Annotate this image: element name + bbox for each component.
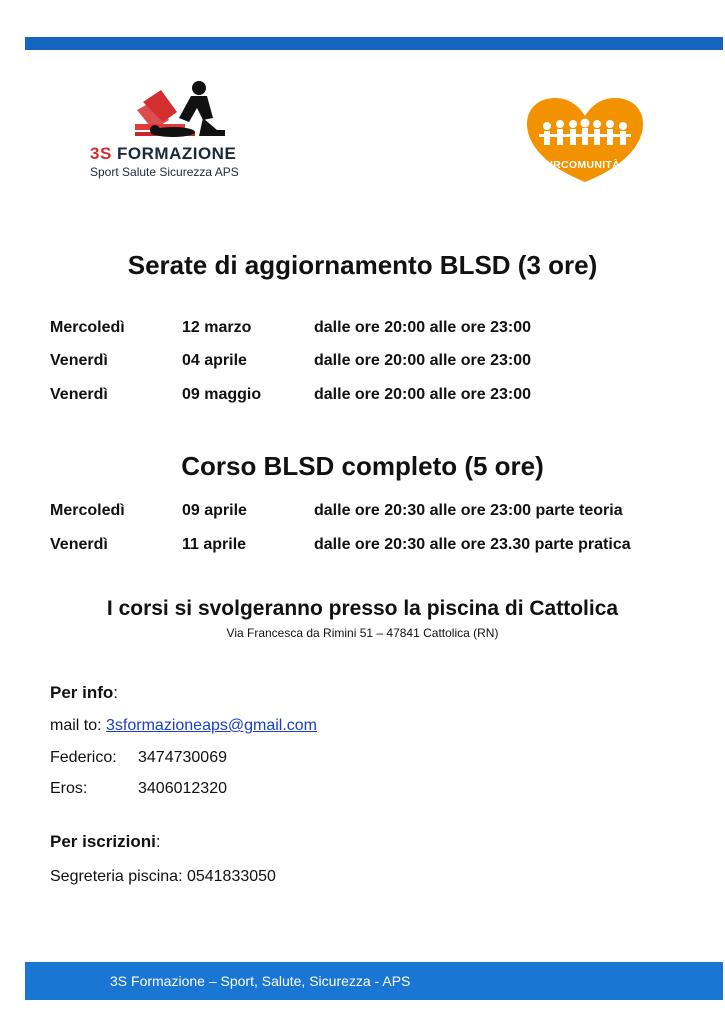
footer-bar (25, 962, 723, 1000)
row-day: Mercoledì (50, 319, 125, 336)
row-date: 12 marzo (182, 319, 252, 336)
registration-line: Segreteria piscina: 0541833050 (50, 868, 276, 885)
row-day: Venerdì (50, 352, 108, 369)
row-time: dalle ore 20:30 alle ore 23:00 parte teoria (314, 502, 623, 519)
mail-line (50, 717, 317, 735)
row-date: 11 aprile (182, 536, 247, 553)
section2-title: Corso BLSD completo (5 ore) (181, 451, 544, 481)
contact-line (50, 780, 227, 798)
row-time: dalle ore 20:30 alle ore 23.30 parte pratica (314, 536, 631, 553)
logo-3s-formazione (88, 80, 278, 180)
row-date: 09 aprile (182, 502, 247, 519)
email-link[interactable]: 3sformazioneaps@gmail.com (106, 717, 318, 734)
contact-line (50, 749, 227, 767)
footer-text: 3S Formazione – Sport, Salute, Sicurezza - APS (110, 973, 411, 989)
contact-phone: 3406012320 (138, 780, 227, 797)
row-time: dalle ore 20:00 alle ore 23:00 (314, 319, 532, 336)
row-date: 04 aprile (182, 352, 247, 369)
header-bar (25, 37, 723, 50)
row-day: Venerdì (50, 386, 108, 403)
location-title: I corsi si svolgeranno presso la piscina di Cattolica (106, 597, 619, 620)
location-address: Via Francesca da Rimini 51 – 47841 Cattolica (RN) (226, 626, 499, 640)
row-day: Venerdì (50, 536, 108, 553)
logo-ircomunita (525, 96, 645, 184)
mail-prefix: mail to: (50, 717, 107, 734)
section1-title: Serate di aggiornamento BLSD (3 ore) (127, 250, 598, 280)
info-label: Per info: (50, 683, 119, 702)
contact-phone: 3474730069 (138, 749, 227, 766)
cpr-person-icon (133, 80, 233, 142)
logo-ircomunita-text: IRCOMUNITÀ (549, 159, 621, 171)
contact-name: Eros: (50, 780, 88, 797)
row-time: dalle ore 20:00 alle ore 23:00 (314, 386, 532, 403)
row-day: Mercoledì (50, 502, 125, 519)
logo-3s-subtitle: Sport Salute Sicurezza APS (90, 165, 239, 179)
logo-3s-title: 3S FORMAZIONE (90, 144, 237, 163)
row-date: 09 maggio (182, 386, 262, 403)
registration-label: Per iscrizioni: (50, 832, 161, 851)
row-time: dalle ore 20:00 alle ore 23:00 (314, 352, 532, 369)
contact-name: Federico: (50, 749, 117, 766)
